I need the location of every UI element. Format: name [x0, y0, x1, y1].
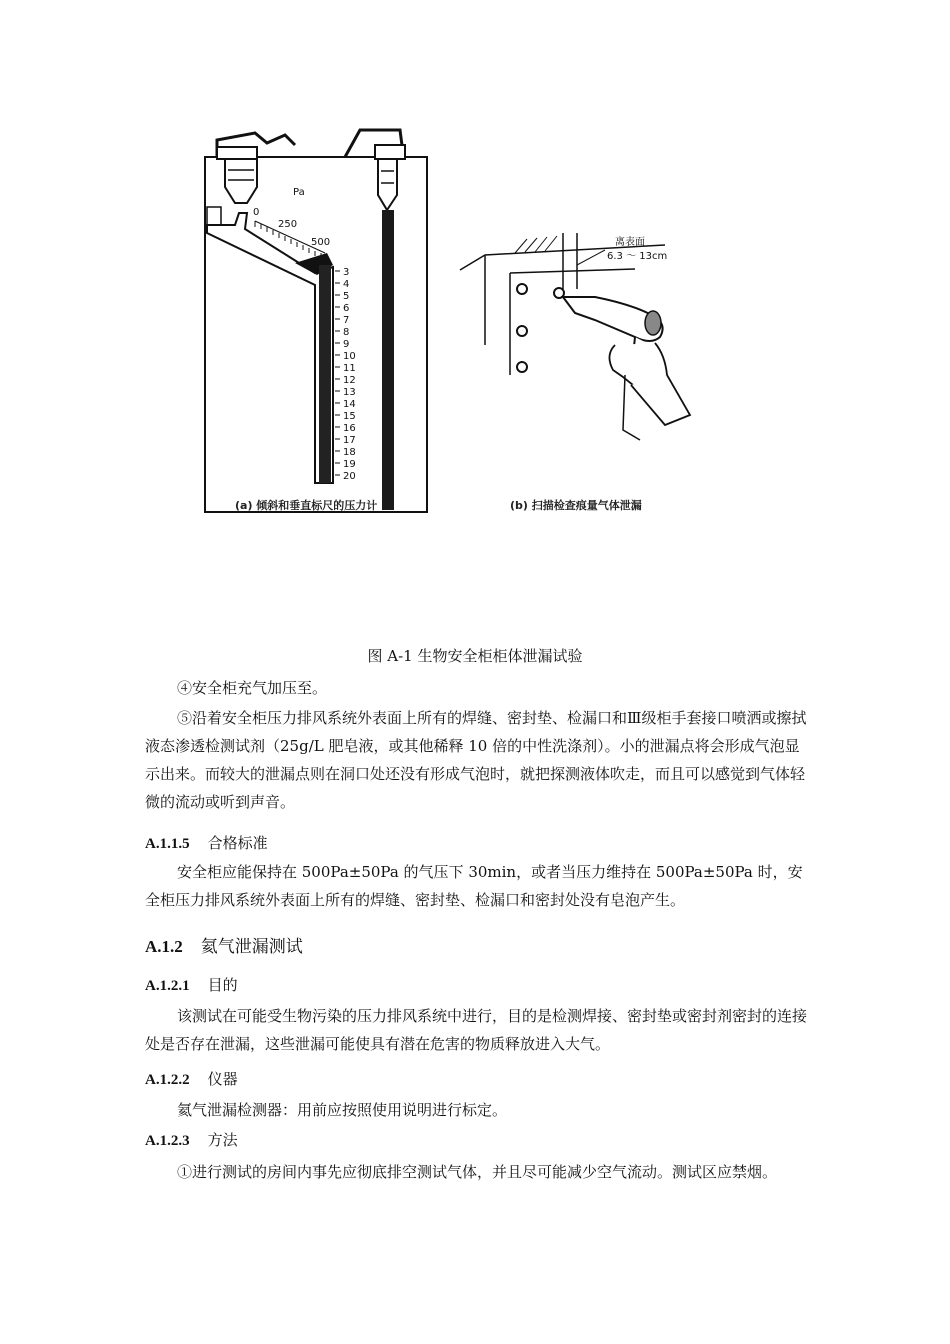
paragraph-purpose: 该测试在可能受生物污染的压力排风系统中进行，目的是检测焊接、密封垫或密封剂密封的连接处是否存在泄漏，这些泄漏可能使具有潜在危害的物质释放进入大气。 [145, 1007, 808, 1053]
incline-tick-250: 250 [278, 219, 298, 230]
incline-tick-0: 0 [253, 207, 260, 218]
svg-text:14: 14 [343, 399, 356, 410]
heading-title: 仪器 [207, 1070, 238, 1088]
heading-a123 [145, 1129, 238, 1150]
manometer-figure [195, 125, 435, 535]
distance-annotation-line1: 离表面 [615, 237, 645, 248]
figure-b-label: (b) 扫描检查痕量气体泄漏 [510, 499, 642, 512]
heading-a122 [145, 1068, 238, 1089]
svg-text:11: 11 [343, 363, 356, 374]
leak-scan-figure [455, 225, 715, 445]
heading-a121 [145, 974, 238, 995]
heading-number: A.1.2.3 [145, 1133, 190, 1149]
paragraph-step-4: ④安全柜充气加压至。 [177, 679, 328, 697]
svg-text:20: 20 [343, 471, 356, 482]
svg-text:6: 6 [343, 303, 350, 314]
bolt [517, 284, 527, 294]
heading-title: 方法 [207, 1131, 238, 1149]
svg-text:5: 5 [343, 291, 350, 302]
heading-number: A.1.2.2 [145, 1072, 190, 1088]
svg-text:7: 7 [343, 315, 350, 326]
heading-title: 合格标准 [207, 834, 268, 852]
svg-text:10: 10 [343, 351, 356, 362]
distance-annotation-line2: 6.3 ～ 13cm [607, 251, 668, 262]
paragraph-instrument: 氦气泄漏检测器：用前应按照使用说明进行标定。 [177, 1101, 508, 1119]
bolt [517, 326, 527, 336]
inclined-scale-column [319, 265, 331, 483]
heading-a115 [145, 832, 268, 853]
paragraph-criteria: 安全柜应能保持在 500Pa±50Pa 的气压下 30min，或者当压力维持在 500Pa±50Pa 时，安全柜压力排风系统外表面上所有的焊缝、密封垫、检漏口和密封处没有皂泡产生。 [145, 863, 803, 909]
heading-number: A.1.2.1 [145, 978, 190, 994]
bolt [517, 362, 527, 372]
svg-text:13: 13 [343, 387, 356, 398]
figure-caption: 图 A-1 生物安全柜柜体泄漏试验 [367, 647, 583, 665]
vertical-tube-column [382, 210, 394, 510]
vertical-scale [335, 271, 340, 475]
svg-text:12: 12 [343, 375, 356, 386]
svg-text:9: 9 [343, 339, 350, 350]
svg-text:4: 4 [343, 279, 350, 290]
svg-text:8: 8 [343, 327, 350, 338]
figure-a-label: (a) 倾斜和垂直标尺的压力计 [235, 499, 378, 512]
incline-tick-500: 500 [311, 237, 331, 248]
unit-label: Pa [293, 187, 305, 198]
heading-number: A.1.1.5 [145, 836, 190, 852]
paragraph-step-5: ⑤沿着安全柜压力排风系统外表面上所有的焊缝、密封垫、检漏口和Ⅲ级柜手套接口喷洒或擦拭液态渗透检测试剂（25g/L 肥皂液，或其他稀释 10 倍的中性洗涤剂）。小的泄漏点将会形成气泡显示出来。而较大的泄漏点则在洞口处还没有形成气泡时，就把探测液体吹走，而且可以感觉到气体轻微的流动或听到声音。 [145, 709, 807, 811]
paragraph-method-1: ①进行测试的房间内事先应彻底排空测试气体，并且尽可能减少空气流动。测试区应禁烟。 [177, 1163, 778, 1181]
heading-number: A.1.2 [145, 937, 183, 956]
svg-text:3: 3 [343, 267, 350, 278]
heading-title: 目的 [207, 976, 238, 994]
svg-text:15: 15 [343, 411, 356, 422]
svg-text:16: 16 [343, 423, 356, 434]
heading-a12 [145, 932, 303, 957]
heading-title: 氦气泄漏测试 [200, 937, 303, 957]
svg-text:18: 18 [343, 447, 356, 458]
svg-text:19: 19 [343, 459, 356, 470]
vertical-tick-labels [343, 267, 356, 482]
svg-text:17: 17 [343, 435, 356, 446]
